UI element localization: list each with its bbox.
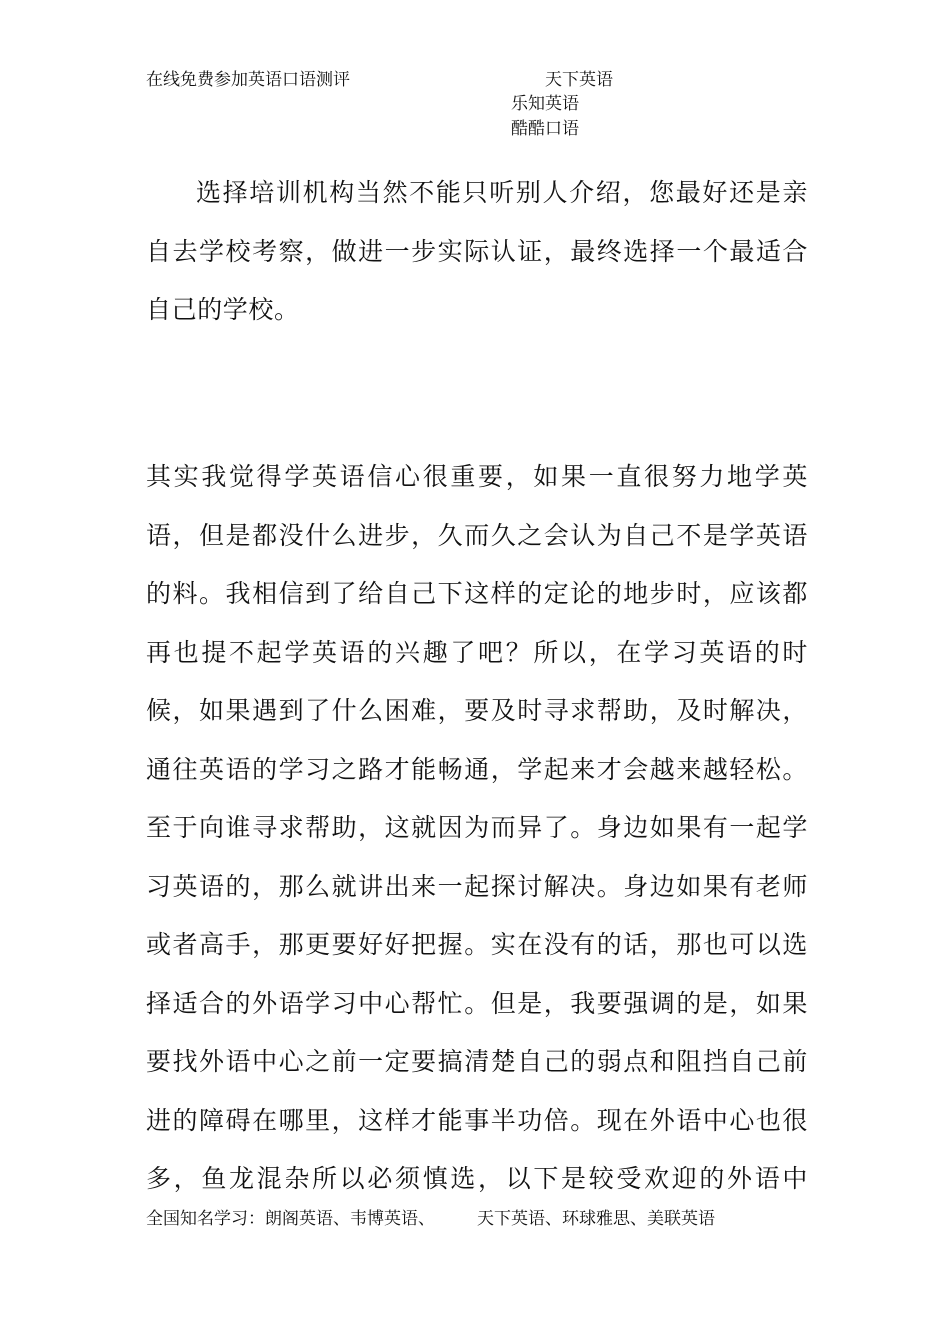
header-right-line-3: 酷酷口语 xyxy=(511,119,579,139)
footer-text-part-2: 天下英语、环球雅思、美联英语 xyxy=(477,1209,715,1229)
body-paragraph-2: 其实我觉得学英语信心很重要，如果一直很努力地学英语，但是都没什么进步，久而久之会认为自己不是学英语的料。我相信到了给自己下这样的定论的地步时，应该都再也提不起学英语的兴趣了吧？所以，在学习英语的时候，如果遇到了什么困难，要及时寻求帮助，及时解决，通往英语的学习之路才能畅通，学起来才会越来越轻松。至于向谁寻求帮助，这就因为而异了。身边如果有一起学习英语的，那么就讲出来一起探讨解决。身边如果有老师或者高手，那更要好好把握。实在没有的话，那也可以选择适合的外语学习中心帮忙。但是，我要强调的是，如果要找外语中心之前一定要搞清楚自己的弱点和阻挡自己前进的障碍在哪里，这样才能事半功倍。现在外语中心也很多，鱼龙混杂所以必须慎选，以下是较受欢迎的外语中 xyxy=(146,462,808,1193)
header-left-text: 在线免费参加英语口语测评 xyxy=(146,70,350,90)
header-right-line-1: 天下英语 xyxy=(545,70,613,90)
body-paragraph-1: 选择培训机构当然不能只听别人介绍，您最好还是亲自去学校考察，做进一步实际认证，最终选择一个最适合自己的学校。 xyxy=(146,178,808,324)
footer-text-part-1: 全国知名学习：朗阁英语、韦博英语、 xyxy=(146,1209,435,1229)
footer-text xyxy=(146,1207,715,1231)
header-right-line-2: 乐知英语 xyxy=(511,94,579,114)
